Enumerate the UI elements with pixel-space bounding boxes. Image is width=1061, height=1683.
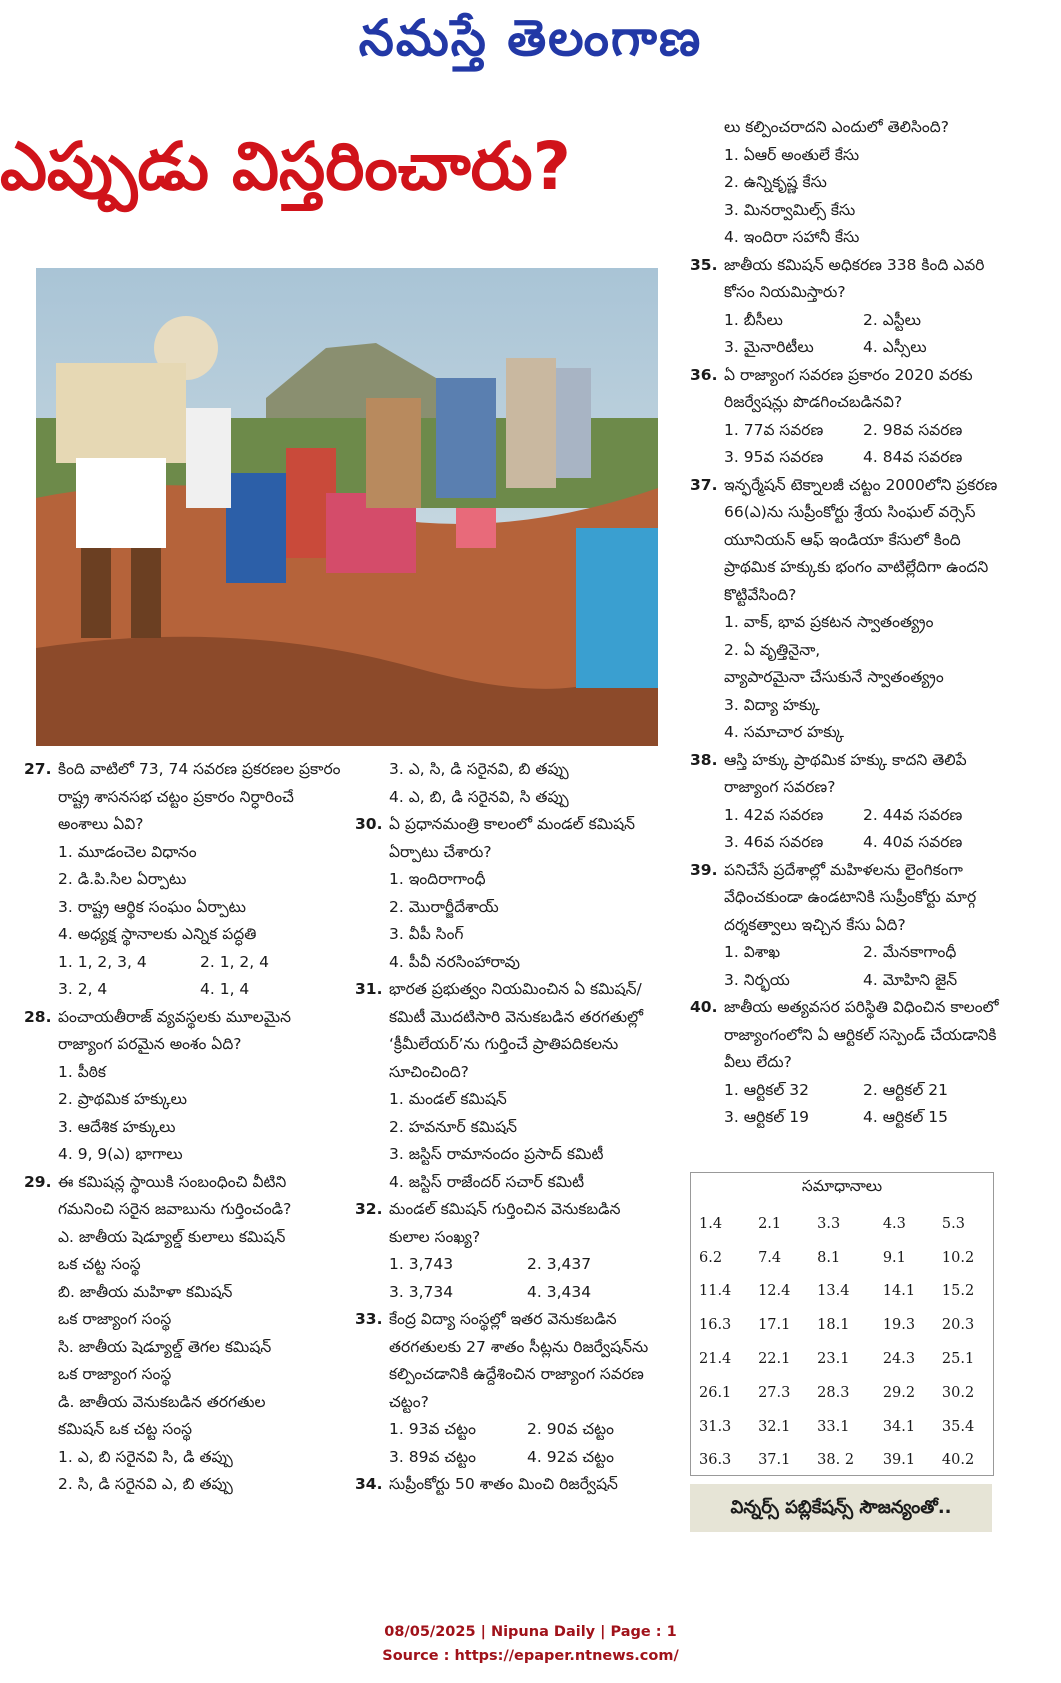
page-footer	[0, 1620, 1061, 1668]
option: 2. డి.పి.సిల ఏర్పాటు	[58, 870, 187, 888]
footer-source-line: Source : https://epaper.ntnews.com/	[382, 1648, 679, 1664]
question-39: 39. పనిచేసే ప్రదేశాల్లో మహిళలను లైంగికంగా వేధించకుండా ఉండటానికి సుప్రీంకోర్టు మార్గ దర్శకత్వాలు ఇచ్చిన కేసు ఏది?	[690, 860, 977, 934]
question-27: 27. కింది వాటిలో 73, 74 సవరణ ప్రకరణల ప్రకారం రాష్ట్ర శాసనసభ చట్టం ప్రకారం నిర్ధారించే అంశాలు ఏవి?	[24, 760, 341, 833]
option: 3. రాష్ట్ర ఆర్థిక సంఘం ఏర్పాటు	[58, 897, 246, 916]
option-row: 3. మైనారిటీలు 4. ఎస్సీలు	[724, 338, 927, 356]
option: 3. విద్యా హక్కు	[724, 695, 820, 714]
option-row: 1. 77వ సవరణ 2. 98వ సవరణ	[724, 420, 963, 439]
option: 3. జస్టిస్ రామానందం ప్రసాద్ కమిటీ	[389, 1145, 604, 1163]
publisher-credit: విన్నర్స్ పబ్లికేషన్స్ సౌజన్యంతో..	[690, 1484, 992, 1532]
table-row: 11.4 12.4 13.4 14.1 15.2	[699, 1283, 975, 1300]
statement: ఒక రాజ్యాంగ సంస్థ	[58, 1310, 172, 1328]
statement: ఎ. జాతీయ షెడ్యూల్డ్ కులాలు కమిషన్	[58, 1227, 286, 1246]
footer-date-line: 08/05/2025 | Nipuna Daily | Page : 1	[384, 1624, 677, 1640]
questions-column-3	[690, 114, 1002, 1132]
option-row: 3. ఆర్టికల్ 19 4. ఆర్టికల్ 15	[724, 1108, 949, 1126]
option: 1. పీఠిక	[58, 1062, 107, 1081]
table-row: 1.4 2.1 3.3 4.3 5.3	[699, 1215, 965, 1232]
table-row: 21.4 22.1 23.1 24.3 25.1	[699, 1351, 975, 1368]
option: 4. 9, 9(ఎ) భాగాలు	[58, 1145, 183, 1163]
option: 4. జస్టిస్ రాజేందర్ సచార్ కమిటీ	[389, 1172, 585, 1191]
option: 4. పీవీ నరసింహారావు	[389, 952, 521, 971]
option-row: 1. 42వ సవరణ 2. 44వ సవరణ	[724, 805, 963, 824]
question-30: 30. ఏ ప్రధానమంత్రి కాలంలో మండల్ కమిషన్ ఏర్పాటు చేశారు?	[355, 815, 636, 861]
question-36: 36. ఏ రాజ్యాంగ సవరణ ప్రకారం 2020 వరకు రిజర్వేషన్లు పొడగించబడినవి?	[690, 365, 973, 411]
answers-box	[690, 1172, 994, 1476]
option: 2. హవనూర్ కమిషన్	[389, 1117, 518, 1136]
table-row: 36.3 37.1 38. 2 39.1 40.2	[699, 1452, 975, 1469]
option-row: 1. 1, 2, 3, 4 2. 1, 2, 4	[58, 952, 270, 971]
statement: డి. జాతీయ వెనుకబడిన తరగతుల	[58, 1392, 266, 1411]
question-31: 31. భారత ప్రభుత్వం నియమించిన ఏ కమిషన్/కమిటీ మొదటిసారి వెనుకబడిన తరగతుల్లో ‘క్రీమీలేయర్’ను గుర్తించే ప్రాతిపదికలను సూచించింది?	[355, 980, 644, 1081]
option-row: 1. విశాఖ 2. మేనకాగాంధీ	[724, 943, 957, 961]
answers-title: సమాధానాలు	[801, 1177, 883, 1195]
option-row: 3. 95వ సవరణ 4. 84వ సవరణ	[724, 448, 963, 466]
statement: బి. జాతీయ మహిళా కమిషన్	[58, 1282, 233, 1301]
option-row: 1. ఆర్టికల్ 32 2. ఆర్టికల్ 21	[724, 1080, 949, 1099]
statement: కమిషన్ ఒక చట్ట సంస్థ	[58, 1420, 192, 1438]
question-37: 37. ఇన్ఫర్మేషన్ టెక్నాలజీ చట్టం 2000లోని ప్రకరణ 66(ఎ)ను సుప్రీంకోర్టు శ్రేయ సింఘల్ వర్సెస్ యూనియన్ ఆఫ్ ఇండియా కేసులో కింది ప్రాథమిక హక్కుకు భంగం వాటిల్లేదిగా ఉందని కొట్టివేసింది?	[690, 475, 998, 604]
option-row: 3. 89వ చట్టం 4. 92వ చట్టం	[389, 1447, 614, 1466]
table-row: 26.1 27.3 28.3 29.2 30.2	[699, 1384, 975, 1401]
option: 3. ఎ, సి, డి సరైనవి, బి తప్పు	[389, 760, 569, 778]
option: 4. సమాచార హక్కు	[724, 723, 845, 741]
question-34-continued: లు కల్పించరాదని ఎందులో తెలిసింది?	[724, 118, 949, 136]
article-photo	[36, 268, 658, 746]
statement: ఒక చట్ట సంస్థ	[58, 1255, 141, 1273]
option: 1. వాక్, భావ ప్రకటన స్వాతంత్య్రం	[724, 613, 934, 631]
option: 2. మొరార్జీదేశాయ్	[389, 897, 499, 916]
option: 1. ఏఆర్ అంతులే కేసు	[724, 145, 860, 164]
option: 3. మినర్వామిల్స్ కేసు	[724, 200, 856, 219]
option: 2. ప్రాథమిక హక్కులు	[58, 1090, 188, 1108]
table-row: 6.2 7.4 8.1 9.1 10.2	[699, 1249, 975, 1266]
questions-column-2	[355, 756, 665, 1499]
answers-table	[691, 1207, 993, 1477]
table-row: 16.3 17.1 18.1 19.3 20.3	[699, 1317, 975, 1334]
question-35: 35. జాతీయ కమిషన్ అధికరణ 338 కింది ఎవరి కోసం నియమిస్తారు?	[690, 255, 985, 301]
option-row: 3. 3,734 4. 3,434	[389, 1282, 592, 1301]
option-row: 1. 3,743 2. 3,437	[389, 1255, 592, 1273]
question-29: 29. ఈ కమిషన్ల స్థాయికి సంబంధించి వీటిని గమనించి సరైన జవాబును గుర్తించండి?	[24, 1172, 292, 1218]
option-row: 3. 46వ సవరణ 4. 40వ సవరణ	[724, 833, 963, 851]
option: 1. మూడంచెల విధానం	[58, 842, 197, 861]
option: 4. ఇందిరా సహానీ కేసు	[724, 228, 860, 246]
statement: సి. జాతీయ షెడ్యూల్డ్ తెగల కమిషన్	[58, 1337, 272, 1356]
questions-column-1	[24, 756, 342, 1499]
article-headline: ఎప్పుడు విస్తరించారు?	[0, 128, 571, 205]
option: 2. ఉన్నికృష్ణ కేసు	[724, 173, 827, 191]
option: 1. ఎ, బి సరైనవి సి, డి తప్పు	[58, 1447, 233, 1466]
option-row: 3. నిర్భయ 4. మోహిని జైన్	[724, 970, 958, 989]
table-row: 31.3 32.1 33.1 34.1 35.4	[699, 1418, 975, 1435]
question-38: 38. ఆస్తి హక్కు ప్రాథమిక హక్కు కాదని తెలిపే రాజ్యాంగ సవరణ?	[690, 750, 967, 796]
option: 1. మండల్ కమిషన్	[389, 1090, 507, 1108]
newspaper-masthead: నమస్తే తెలంగాణ	[358, 8, 703, 67]
option-row: 1. 93వ చట్టం 2. 90వ చట్టం	[389, 1420, 614, 1438]
question-33: 33. కేంద్ర విద్యా సంస్థల్లో ఇతర వెనుకబడిన తరగతులకు 27 శాతం సీట్లను రిజర్వేషన్‌ను కల్పించడానికి ఉద్దేశించిన రాజ్యాంగ సవరణ చట్టం?	[355, 1310, 649, 1411]
field-workers-illustration	[36, 268, 658, 746]
option: 2. ఏ వృత్తినైనా,	[724, 640, 821, 659]
option: 4. ఎ, బి, డి సరైనవి, సి తప్పు	[389, 787, 569, 806]
statement: ఒక రాజ్యాంగ సంస్థ	[58, 1365, 172, 1383]
option: 1. ఇందిరాగాంధీ	[389, 870, 486, 888]
question-40: 40. జాతీయ అత్యవసర పరిస్థితి విధించిన కాలంలో రాజ్యాంగంలోని ఏ ఆర్టికల్ సస్పెండ్ చేయడానికి వీలు లేదు?	[690, 998, 999, 1071]
option: 4. అధ్యక్ష స్థానాలకు ఎన్నిక పద్ధతి	[58, 925, 257, 943]
option-row: 1. బీసీలు 2. ఎస్టీలు	[724, 310, 921, 329]
option: 3. ఆదేశిక హక్కులు	[58, 1117, 176, 1136]
question-28: 28. పంచాయతీరాజ్ వ్యవస్థలకు మూలమైన రాజ్యాంగ పరమైన అంశం ఏది?	[24, 1007, 292, 1053]
option-row: 3. 2, 4 4. 1, 4	[58, 980, 250, 998]
option-continued: వ్యాపారమైనా చేసుకునే స్వాతంత్య్రం	[724, 668, 944, 686]
question-32: 32. మండల్ కమిషన్ గుర్తించిన వెనుకబడిన కులాల సంఖ్య?	[355, 1200, 621, 1246]
question-34: 34. సుప్రీంకోర్టు 50 శాతం మించి రిజర్వేషన్	[355, 1475, 618, 1493]
option: 2. సి, డి సరైనవి ఎ, బి తప్పు	[58, 1475, 233, 1493]
option: 3. వీపీ సింగ్	[389, 925, 464, 943]
